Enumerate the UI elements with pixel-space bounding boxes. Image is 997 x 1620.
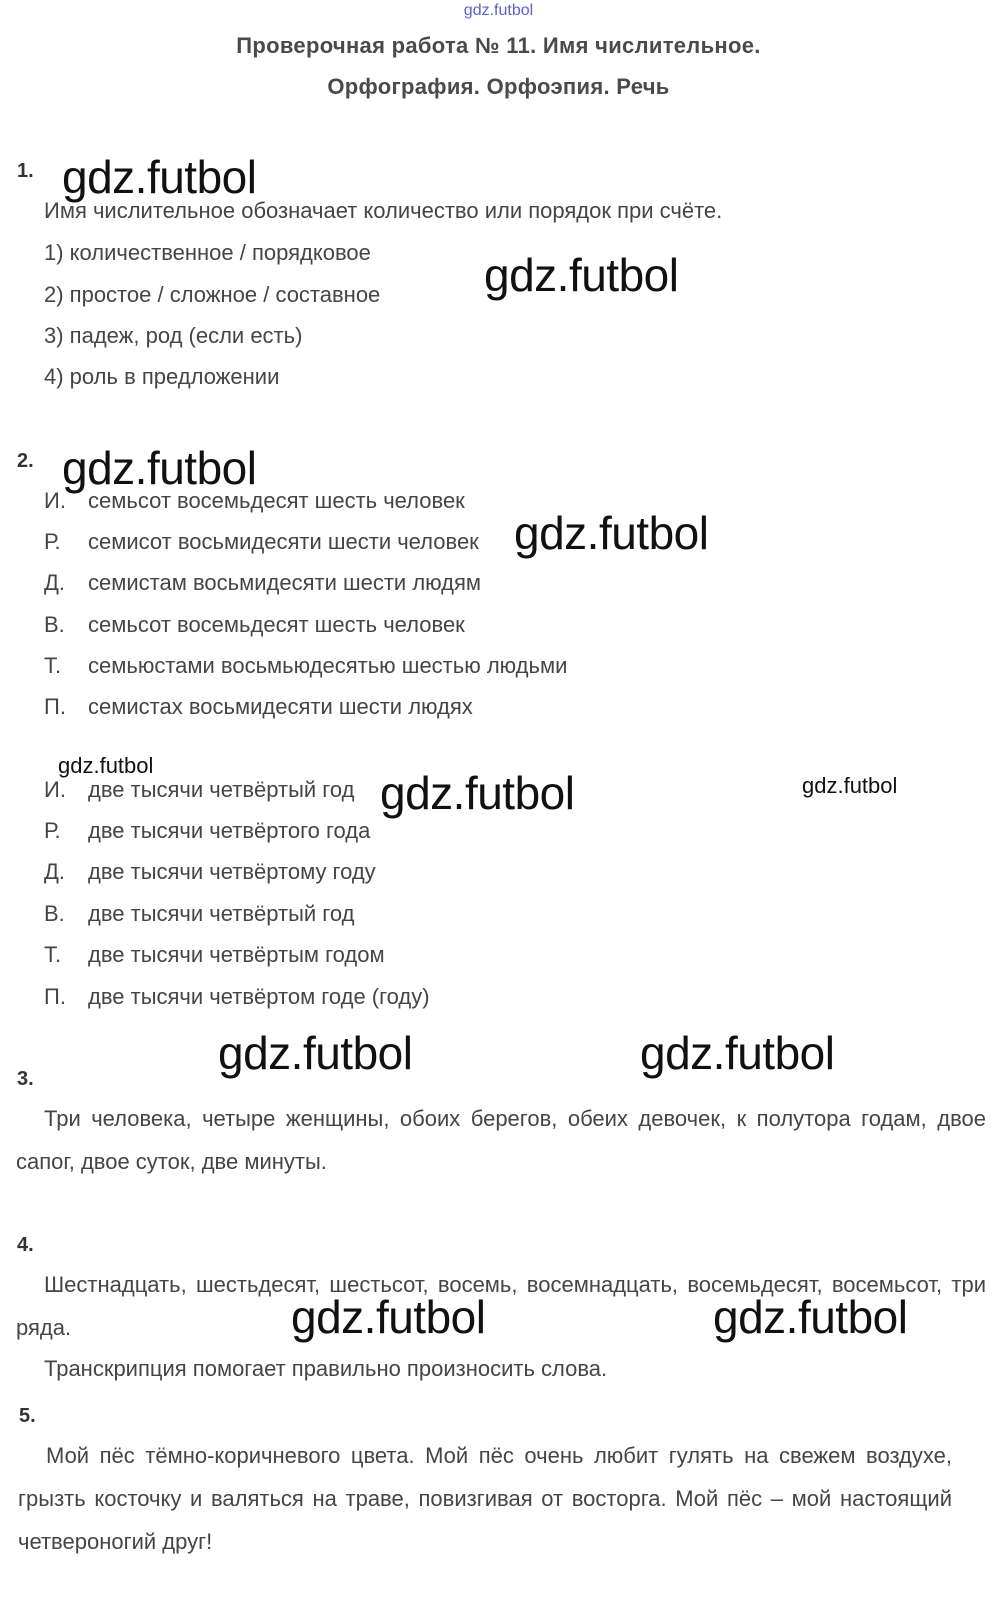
case-label: И.	[44, 488, 66, 513]
top-watermark: gdz.futbol	[463, 2, 534, 19]
declension-row	[44, 901, 354, 927]
case-text: семьсот восемьдесят шесть человек	[88, 488, 465, 513]
case-label: И.	[44, 777, 66, 802]
task-1-item: 3) падеж, род (если есть)	[44, 323, 303, 348]
task-1-item: 1) количественное / порядковое	[44, 240, 371, 265]
case-label: Д.	[44, 859, 66, 884]
case-label: В.	[44, 901, 65, 926]
watermark: gdz.futbol	[484, 249, 679, 301]
case-text: две тысячи четвёртый год	[88, 901, 355, 926]
declension-row	[44, 942, 385, 968]
watermark: gdz.futbol	[514, 507, 709, 559]
watermark: gdz.futbol	[58, 753, 154, 778]
declension-row	[44, 777, 354, 803]
watermark: gdz.futbol	[713, 1291, 908, 1343]
page-subtitle: Орфография. Орфоэпия. Речь	[327, 74, 670, 99]
watermark: gdz.futbol	[62, 151, 257, 203]
case-text: две тысячи четвёртом годе (году)	[88, 984, 430, 1009]
task-5-number: 5.	[19, 1405, 36, 1427]
task-1-item: 2) простое / сложное / составное	[44, 282, 381, 307]
declension-row	[44, 570, 481, 596]
case-text: две тысячи четвёртого года	[88, 818, 371, 843]
case-label: Т.	[44, 653, 62, 678]
declension-row	[44, 612, 465, 638]
case-text: две тысячи четвёртый год	[88, 777, 355, 802]
case-text: семисот восьмидесяти шести человек	[88, 529, 479, 554]
watermark: gdz.futbol	[802, 773, 898, 798]
task-3-text: Три человека, четыре женщины, обоих берегов, обеих девочек, к полутора годам, двое сапог, двое суток, две минуты.	[16, 1106, 986, 1174]
case-label: Р.	[44, 818, 61, 843]
case-label: П.	[44, 694, 66, 719]
task-1-number: 1.	[17, 160, 34, 182]
task-3-number: 3.	[17, 1068, 34, 1090]
watermark: gdz.futbol	[62, 442, 257, 494]
declension-row	[44, 529, 479, 555]
case-text: семьсот восемьдесят шесть человек	[88, 612, 465, 637]
case-label: Т.	[44, 942, 62, 967]
case-text: две тысячи четвёртому году	[88, 859, 376, 884]
task-4-text: Шестнадцать, шестьдесят, шестьсот, восемь, восемнадцать, восемьдесят, восемьсот, три ряда.	[16, 1272, 986, 1340]
task-2-number: 2.	[17, 450, 34, 472]
task-1-item: 4) роль в предложении	[44, 364, 280, 389]
case-label: П.	[44, 984, 66, 1009]
case-text: семистам восьмидесяти шести людям	[88, 570, 482, 595]
case-text: две тысячи четвёртым годом	[88, 942, 385, 967]
task-4-number: 4.	[17, 1234, 34, 1256]
task-1-intro: Имя числительное обозначает количество или порядок при счёте.	[44, 198, 723, 223]
task-5-text: Мой пёс тёмно-коричневого цвета. Мой пёс очень любит гулять на свежем воздухе, грызть косточку и валяться на траве, повизгивая от восторга. Мой пёс – мой настоящий четвероногий друг!	[18, 1443, 952, 1554]
page-title: Проверочная работа № 11. Имя числительное.	[236, 33, 761, 58]
watermark: gdz.futbol	[380, 767, 575, 819]
case-label: В.	[44, 612, 65, 637]
case-text: семистах восьмидесяти шести людях	[88, 694, 473, 719]
declension-row	[44, 984, 430, 1010]
watermark: gdz.futbol	[218, 1027, 413, 1079]
watermark: gdz.futbol	[640, 1027, 835, 1079]
task-4-text-2: Транскрипция помогает правильно произносить слова.	[44, 1356, 608, 1381]
case-label: Д.	[44, 570, 66, 595]
declension-row	[44, 694, 473, 720]
declension-row	[44, 653, 567, 679]
watermark: gdz.futbol	[291, 1291, 486, 1343]
case-text: семьюстами восьмьюдесятью шестью людьми	[88, 653, 568, 678]
case-label: Р.	[44, 529, 61, 554]
declension-row	[44, 818, 370, 844]
declension-row	[44, 859, 376, 885]
